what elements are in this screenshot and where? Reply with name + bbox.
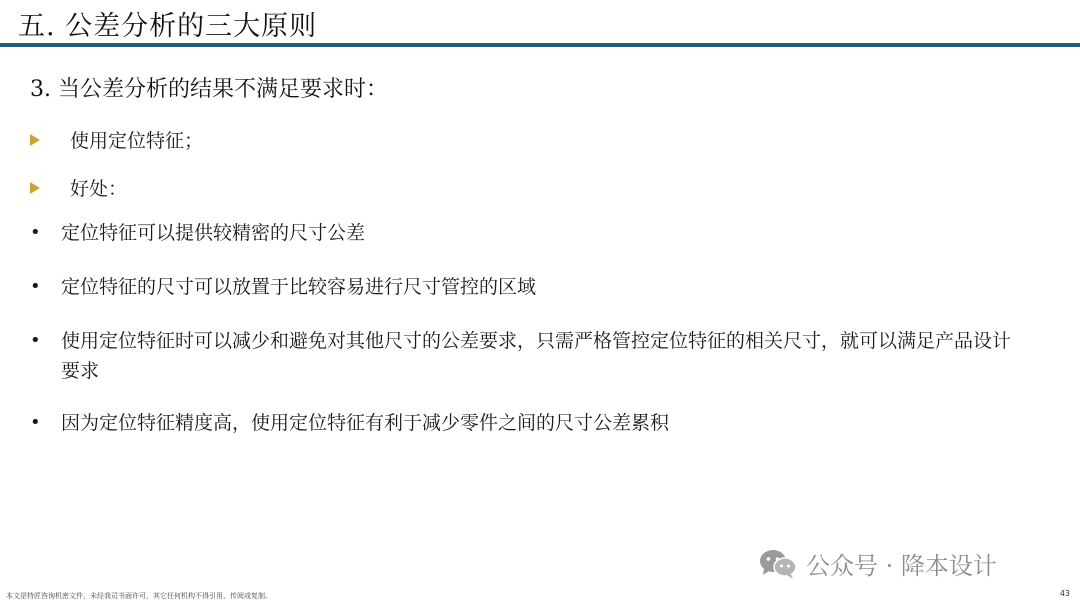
arrow-list-item-text: 使用定位特征； <box>70 130 204 152</box>
slide-title: 五. 公差分析的三大原则 <box>18 11 318 42</box>
bullet-list-item <box>30 218 1030 248</box>
wechat-icon <box>758 547 798 581</box>
arrow-list-item <box>30 174 127 201</box>
bullet-icon: • <box>30 276 41 297</box>
section-heading: 3. 当公差分析的结果不满足要求时： <box>30 77 388 102</box>
arrow-list-item <box>30 126 203 153</box>
footer-confidentiality-note: 本文是特匠咨询机密文件，未经我司书面许可，其它任何机构不得引用、传阅或复制。 <box>6 592 272 600</box>
bullet-list-item <box>30 408 1030 438</box>
bullet-list-item <box>30 326 1020 386</box>
bullet-text: 定位特征可以提供较精密的尺寸公差 <box>61 222 366 244</box>
watermark <box>758 546 997 581</box>
bullet-icon: • <box>30 222 41 243</box>
bullet-icon: • <box>30 330 41 351</box>
watermark-text: 公众号 · 降本设计 <box>806 552 997 580</box>
bullet-text: 因为定位特征精度高，使用定位特征有利于减少零件之间的尺寸公差累积 <box>61 412 670 434</box>
bullet-list-item <box>30 272 1030 302</box>
title-divider <box>0 43 1080 47</box>
bullet-text: 使用定位特征时可以减少和避免对其他尺寸的公差要求，只需严格管控定位特征的相关尺寸，就可以满足产品设计要求 <box>61 330 1012 382</box>
page-number: 43 <box>1059 589 1070 598</box>
arrowhead-icon <box>30 134 40 146</box>
bullet-text: 定位特征的尺寸可以放置于比较容易进行尺寸管控的区域 <box>61 276 537 298</box>
arrowhead-icon <box>30 182 40 194</box>
bullet-icon: • <box>30 412 41 433</box>
arrow-list-item-text: 好处： <box>70 178 128 200</box>
